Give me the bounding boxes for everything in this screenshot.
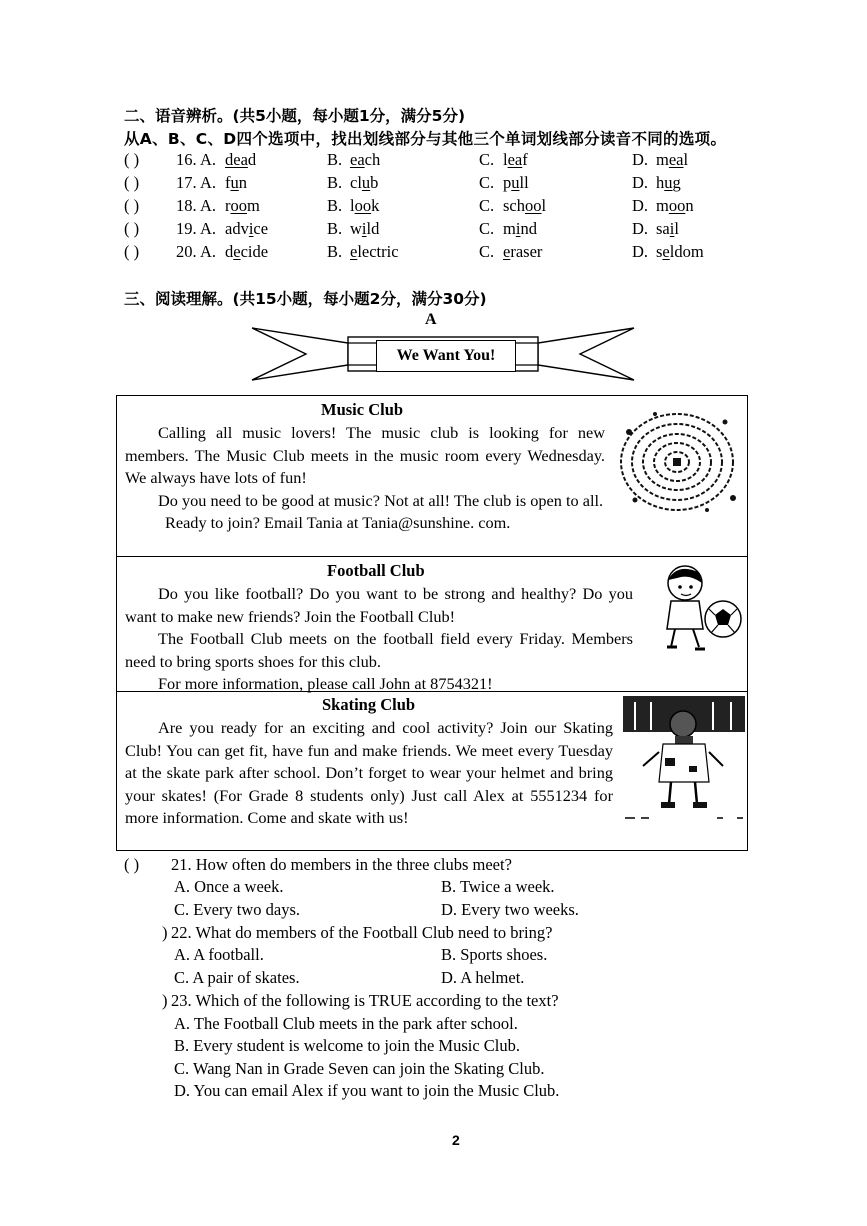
word-prefix: l — [503, 150, 508, 169]
word-prefix: r — [225, 196, 231, 215]
option-word[interactable] — [350, 196, 379, 216]
music-club-paragraph: Do you need to be good at music? Not at all! The club is open to all. — [158, 490, 604, 510]
underlined-letters: i — [515, 219, 521, 238]
word-suffix: raser — [510, 242, 543, 261]
option-letter: C. — [479, 219, 495, 238]
phonetics-question-row — [124, 173, 764, 195]
word-suffix: ce — [253, 219, 269, 238]
question-number: 18. — [176, 196, 197, 215]
football-club-section — [117, 556, 747, 691]
option-word[interactable] — [503, 196, 546, 216]
skating-club-section — [117, 691, 747, 850]
word-prefix: f — [225, 173, 231, 192]
option-word[interactable] — [350, 219, 379, 239]
question-22-option-b[interactable]: B. Sports shoes. — [441, 945, 548, 964]
word-prefix: p — [503, 173, 512, 192]
underlined-letters: e — [503, 242, 511, 261]
option-letter: A. — [200, 242, 217, 261]
word-suffix: ch — [364, 150, 381, 169]
option-word[interactable] — [225, 196, 260, 216]
football-player-illustration — [653, 563, 745, 659]
option-word[interactable] — [503, 242, 542, 262]
word-suffix: n — [238, 173, 247, 192]
option-letter: A. — [200, 150, 217, 169]
word-suffix: d — [247, 150, 257, 169]
option-letter: D. — [632, 173, 649, 192]
word-prefix: adv — [225, 219, 249, 238]
underlined-letters: oo — [354, 196, 372, 215]
option-letter: B. — [327, 219, 343, 238]
option-letter: A. — [200, 173, 217, 192]
option-letter: C. — [479, 150, 495, 169]
word-prefix: m — [503, 219, 516, 238]
option-letter: D. — [632, 242, 649, 261]
word-suffix: l — [683, 150, 689, 169]
question-23-prefix: ) — [162, 991, 168, 1010]
word-suffix: g — [672, 173, 681, 192]
phonetics-question-row — [124, 196, 764, 218]
option-letter: C. — [479, 242, 495, 261]
football-club-paragraph: The Football Club meets on the football field every Friday. Members need to bring sports shoes for this club. — [125, 629, 633, 671]
music-record-illustration — [615, 402, 745, 520]
page-number: 2 — [452, 1132, 460, 1148]
option-letter: B. — [327, 173, 343, 192]
underlined-letters: ea — [350, 150, 365, 169]
question-22-prefix: ) — [162, 923, 168, 942]
skating-club-title: Skating Club — [322, 695, 416, 714]
word-suffix: ld — [366, 219, 380, 238]
option-word[interactable] — [225, 150, 256, 170]
question-number: 20. — [176, 242, 197, 261]
music-club-contact: Ready to join? Email Tania at Tania@sunshine. com. — [165, 513, 511, 532]
option-letter: B. — [327, 150, 343, 169]
option-word[interactable] — [350, 150, 380, 170]
underlined-letters: i — [669, 219, 675, 238]
underlined-letters: dea — [225, 150, 248, 169]
word-prefix: cl — [350, 173, 362, 192]
answer-blank[interactable]: ( ) — [124, 219, 140, 238]
underlined-letters: ea — [668, 150, 684, 169]
football-club-text — [125, 583, 633, 696]
word-prefix: d — [225, 242, 234, 261]
word-prefix: sch — [503, 196, 525, 215]
underlined-letters: oo — [668, 196, 686, 215]
word-suffix: f — [522, 150, 528, 169]
word-prefix: m — [656, 196, 669, 215]
skating-club-paragraph: Are you ready for an exciting and cool activity? Join our Skating Club! You can get fit, have fun and make friends. We meet every Tuesday at the skate park after school. Don’t forget to wear your helmet and bring your skates! (For Grade 8 students only) Just call Alex at 5551234 for more information. Come and skate with us! — [125, 718, 613, 827]
underlined-letters: u — [230, 173, 239, 192]
option-letter: D. — [632, 150, 649, 169]
underlined-letters: u — [664, 173, 673, 192]
phonetics-question-row — [124, 150, 764, 172]
question-22-option-a[interactable]: A. A football. — [174, 945, 264, 964]
phonetics-question-row — [124, 219, 764, 241]
underlined-letters: oo — [525, 196, 542, 215]
word-prefix: sa — [656, 219, 670, 238]
music-club-section — [117, 396, 747, 556]
football-club-title: Football Club — [327, 561, 425, 580]
question-23-stem: 23. Which of the following is TRUE according to the text? — [171, 991, 559, 1010]
word-suffix: b — [370, 173, 379, 192]
question-22-option-d[interactable]: D. A helmet. — [441, 968, 525, 987]
option-letter: B. — [327, 242, 343, 261]
underlined-letters: u — [361, 173, 371, 192]
word-suffix: l — [674, 219, 679, 238]
option-word[interactable] — [503, 150, 528, 170]
section-2-title: 二、语音辨析。(共5小题，每小题1分，满分5分) — [124, 107, 466, 125]
word-prefix: m — [656, 150, 669, 169]
football-club-contact: For more information, please call John at 8754321! — [158, 674, 493, 693]
question-21-option-b[interactable]: B. Twice a week. — [441, 877, 555, 896]
option-letter: D. — [632, 196, 649, 215]
question-number: 16. — [176, 150, 197, 169]
passage-letter: A — [425, 311, 437, 328]
word-prefix: l — [350, 196, 355, 215]
underlined-letters: ea — [507, 150, 523, 169]
question-22-option-c[interactable]: C. A pair of skates. — [174, 968, 300, 987]
section-3-title: 三、阅读理解。(共15小题，每小题2分，满分30分) — [124, 290, 487, 308]
word-suffix: k — [371, 196, 380, 215]
option-letter: B. — [327, 196, 343, 215]
underlined-letters: i — [361, 219, 367, 238]
word-suffix: l — [541, 196, 547, 215]
option-word[interactable] — [350, 173, 378, 193]
question-23-option-a[interactable]: A. The Football Club meets in the park after school. — [174, 1014, 518, 1033]
skating-club-text — [125, 717, 613, 830]
option-word[interactable] — [656, 196, 694, 216]
underlined-letters: e — [662, 242, 670, 261]
underlined-letters: e — [233, 242, 241, 261]
option-letter: C. — [479, 173, 495, 192]
section-2-instruction: 从A、B、C、D四个选项中，找出划线部分与其他三个单词划线部分读音不同的选项。 — [124, 130, 727, 148]
clubs-notice-board — [116, 395, 748, 851]
option-letter: A. — [200, 219, 217, 238]
word-suffix: n — [685, 196, 694, 215]
option-letter: D. — [632, 219, 649, 238]
option-word[interactable] — [503, 173, 529, 193]
word-suffix: ll — [519, 173, 529, 192]
word-suffix: ldom — [669, 242, 704, 261]
music-club-title: Music Club — [321, 400, 404, 419]
word-suffix: cide — [240, 242, 269, 261]
question-21-option-d[interactable]: D. Every two weeks. — [441, 900, 579, 919]
word-prefix: h — [656, 173, 665, 192]
option-word[interactable] — [503, 219, 537, 239]
option-word[interactable] — [350, 242, 399, 262]
question-23-option-b[interactable]: B. Every student is welcome to join the Music Club. — [174, 1036, 521, 1055]
phonetics-question-row — [124, 242, 764, 264]
option-word[interactable] — [225, 219, 268, 239]
answer-blank[interactable]: ( ) — [124, 173, 140, 192]
underlined-letters: oo — [230, 196, 247, 215]
music-club-text — [125, 422, 605, 535]
underlined-letters: i — [248, 219, 254, 238]
question-23-option-d[interactable]: D. You can email Alex if you want to join the Music Club. — [174, 1081, 560, 1100]
underlined-letters: u — [511, 173, 520, 192]
option-word[interactable] — [225, 242, 268, 262]
answer-blank[interactable]: ( ) — [124, 242, 140, 261]
option-word[interactable] — [225, 173, 247, 193]
option-word[interactable] — [656, 219, 679, 239]
word-prefix: w — [350, 219, 362, 238]
question-21-prefix: ( ) — [124, 855, 140, 874]
question-23-option-c[interactable]: C. Wang Nan in Grade Seven can join the Skating Club. — [174, 1059, 545, 1078]
question-21-option-a[interactable]: A. Once a week. — [174, 877, 284, 896]
question-21-stem: 21. How often do members in the three clubs meet? — [171, 855, 512, 874]
question-21-option-c[interactable]: C. Every two days. — [174, 900, 301, 919]
question-22-stem: 22. What do members of the Football Club need to bring? — [171, 923, 553, 942]
answer-blank[interactable]: ( ) — [124, 150, 140, 169]
question-number: 19. — [176, 219, 197, 238]
word-suffix: nd — [520, 219, 537, 238]
football-club-paragraph: Do you like football? Do you want to be strong and healthy? Do you want to make new friends? Join the Football Club! — [125, 584, 633, 626]
option-word[interactable] — [656, 173, 681, 193]
question-number: 17. — [176, 173, 197, 192]
music-club-paragraph: Calling all music lovers! The music club is looking for new members. The Music Club meets in the music room every Wednesday. We always have lots of fun! — [125, 423, 605, 487]
word-suffix: lectric — [357, 242, 399, 261]
banner-title: We Want You! — [376, 340, 516, 372]
option-word[interactable] — [656, 150, 688, 170]
skater-photo — [623, 696, 745, 824]
word-prefix: s — [656, 242, 663, 261]
option-letter: C. — [479, 196, 495, 215]
underlined-letters: e — [350, 242, 358, 261]
word-suffix: m — [247, 196, 260, 215]
option-word[interactable] — [656, 242, 704, 262]
option-letter: A. — [200, 196, 217, 215]
answer-blank[interactable]: ( ) — [124, 196, 140, 215]
